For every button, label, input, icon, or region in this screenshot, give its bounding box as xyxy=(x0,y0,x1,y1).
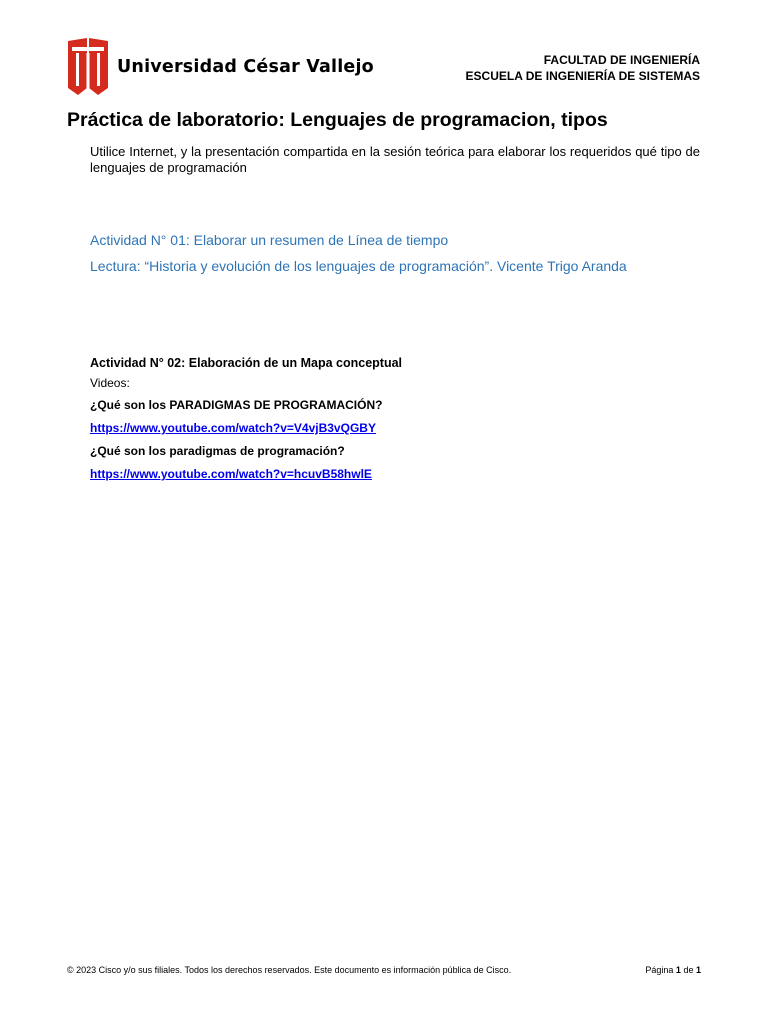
activity-1-heading: Actividad N° 01: Elaborar un resumen de Línea de tiempo xyxy=(90,232,449,248)
faculty-name: FACULTAD DE INGENIERÍA xyxy=(543,53,700,67)
video-2-question: ¿Qué son los paradigmas de programación? xyxy=(90,444,345,458)
ucv-shield-icon xyxy=(67,38,109,96)
copyright-text: © 2023 Cisco y/o sus filiales. Todos los derechos reservados. Este documento es información pública de Cisco. xyxy=(67,965,512,975)
video-1-link[interactable]: https://www.youtube.com/watch?v=V4vjB3vQGBY xyxy=(90,421,376,435)
current-page: 1 xyxy=(675,965,681,975)
total-pages: 1 xyxy=(695,965,701,975)
header-institution xyxy=(466,52,700,84)
intro-paragraph: Utilice Internet, y la presentación compartida en la sesión teórica para elaborar los requeridos qué tipo de lenguajes de programación xyxy=(90,144,700,175)
page-footer xyxy=(67,965,701,975)
page-number: Página 1 de 1 xyxy=(645,965,701,975)
university-logo xyxy=(67,38,374,96)
activity-1-reading: Lectura: “Historia y evolución de los lenguajes de programación”. Vicente Trigo Aranda xyxy=(90,258,627,274)
school-name: ESCUELA DE INGENIERÍA DE SISTEMAS xyxy=(465,69,700,83)
logo-text: Universidad César Vallejo xyxy=(117,57,374,77)
activity-2-heading: Actividad N° 02: Elaboración de un Mapa conceptual xyxy=(90,356,403,370)
video-1-question: ¿Qué son los PARADIGMAS DE PROGRAMACIÓN? xyxy=(90,398,383,412)
videos-label: Videos: xyxy=(90,376,130,390)
activity-2-section xyxy=(90,354,700,486)
document-header xyxy=(0,0,768,100)
page-title: Práctica de laboratorio: Lenguajes de programacion, tipos xyxy=(67,109,608,131)
video-2-link[interactable]: https://www.youtube.com/watch?v=hcuvB58hwlE xyxy=(90,467,372,481)
